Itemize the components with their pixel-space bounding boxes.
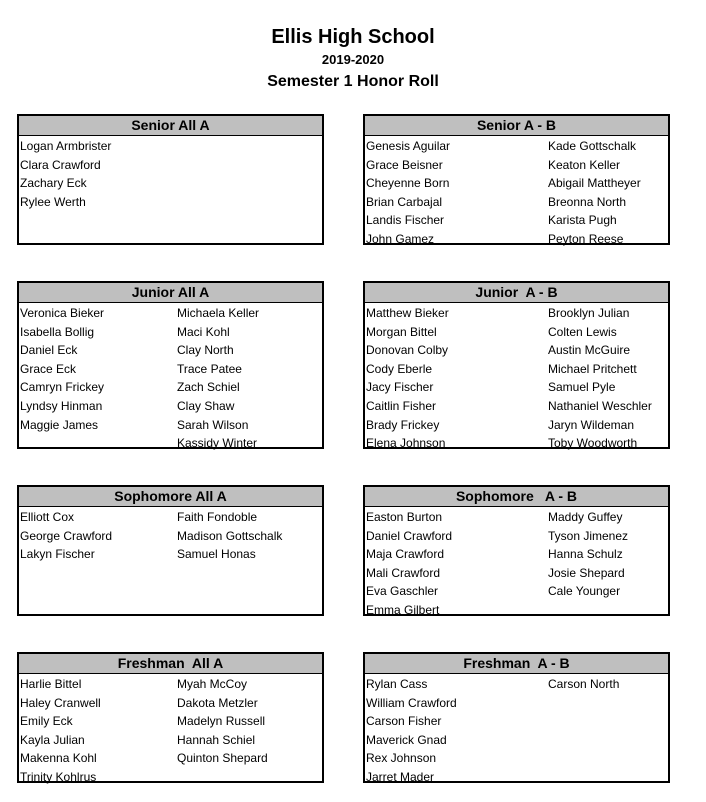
student-name: Tyson Jimenez <box>548 528 629 543</box>
student-name: Brooklyn Julian <box>548 306 630 320</box>
student-name: Madelyn Russell <box>177 714 266 729</box>
student-name: John Gamez <box>366 231 435 246</box>
student-name: Logan Armbrister <box>20 139 112 153</box>
student-name: Kade Gottschalk <box>548 139 637 153</box>
student-name: Jacy Fischer <box>366 380 434 395</box>
student-name: Carson Fisher <box>366 714 442 729</box>
student-name: Veronica Bieker <box>20 306 105 320</box>
student-name: Faith Fondoble <box>177 510 258 524</box>
section-header: Sophomore All A <box>19 487 322 507</box>
student-name: Trinity Kohlrus <box>20 769 97 784</box>
student-name: Abigail Mattheyer <box>548 176 641 191</box>
student-name: Hannah Schiel <box>177 732 256 747</box>
student-name: Quinton Shepard <box>177 751 268 766</box>
student-name: Peyton Reese <box>548 231 624 246</box>
section-senior-all-a <box>17 114 324 245</box>
student-name: Grace Eck <box>20 361 77 376</box>
student-name: Haley Cranwell <box>20 695 101 710</box>
student-name: Trace Patee <box>177 361 242 376</box>
student-name: Zachary Eck <box>20 176 87 191</box>
student-name: Rylee Werth <box>20 194 86 209</box>
student-name: Grace Beisner <box>366 157 443 172</box>
section-header: Senior All A <box>19 116 322 136</box>
student-name: Brady Frickey <box>366 417 440 432</box>
student-name: Clara Crawford <box>20 157 101 172</box>
section-junior-all-a <box>17 281 324 449</box>
name-column <box>177 508 282 564</box>
name-column <box>366 508 452 620</box>
student-name: Dakota Metzler <box>177 695 258 710</box>
name-column <box>366 675 457 787</box>
student-name: Madison Gottschalk <box>177 528 283 543</box>
student-name: Maddy Guffey <box>548 510 623 524</box>
name-column <box>20 675 101 787</box>
student-name: Samuel Pyle <box>548 380 616 395</box>
student-name: Josie Shepard <box>548 565 625 580</box>
student-name: Clay North <box>177 343 234 358</box>
student-name: Genesis Aguilar <box>366 139 451 153</box>
student-name: Jaryn Wildeman <box>548 417 635 432</box>
school-year: 2019-2020 <box>321 52 385 67</box>
student-name: Emily Eck <box>20 714 73 729</box>
student-name: Toby Woodworth <box>548 436 638 451</box>
section-header: Junior A - B <box>365 283 668 303</box>
name-column <box>548 508 628 601</box>
student-name: Jarret Mader <box>366 769 435 784</box>
honor-roll-title: Semester 1 Honor Roll <box>267 73 439 90</box>
student-name: Cody Eberle <box>366 361 433 376</box>
student-name: Matthew Bieker <box>366 306 449 320</box>
name-column <box>548 137 641 249</box>
student-name: Donovan Colby <box>366 343 449 358</box>
section-freshman-a-b <box>363 652 670 783</box>
name-column <box>366 304 449 453</box>
student-name: Camryn Frickey <box>20 380 105 395</box>
student-name: Elliott Cox <box>20 510 75 524</box>
student-name: Daniel Crawford <box>366 528 453 543</box>
student-name: Harlie Bittel <box>20 677 82 691</box>
name-column <box>20 304 104 434</box>
student-name: Hanna Schulz <box>548 547 623 562</box>
student-name: Breonna North <box>548 194 627 209</box>
student-name: Daniel Eck <box>20 343 78 358</box>
student-name: William Crawford <box>366 695 457 710</box>
student-name: George Crawford <box>20 528 113 543</box>
student-name: Michael Pritchett <box>548 361 637 376</box>
student-name: Sarah Wilson <box>177 417 249 432</box>
student-name: Maja Crawford <box>366 547 445 562</box>
student-name: Samuel Honas <box>177 547 256 562</box>
section-freshman-all-a <box>17 652 324 783</box>
name-column <box>20 137 111 211</box>
name-column <box>366 137 450 249</box>
student-name: Austin McGuire <box>548 343 631 358</box>
student-name: Carson North <box>548 677 620 691</box>
school-name: Ellis High School <box>271 26 435 48</box>
name-column <box>177 675 268 768</box>
student-name: Easton Burton <box>366 510 443 524</box>
student-name: Clay Shaw <box>177 398 235 413</box>
student-name: Emma Gilbert <box>366 602 440 617</box>
section-header: Freshman All A <box>19 654 322 674</box>
section-sophomore-all-a <box>17 485 324 616</box>
student-name: Zach Schiel <box>177 380 240 395</box>
student-name: Maggie James <box>20 417 99 432</box>
name-column <box>20 508 112 564</box>
section-header: Senior A - B <box>365 116 668 136</box>
student-name: Kayla Julian <box>20 732 85 747</box>
name-column <box>548 675 619 694</box>
student-name: Rex Johnson <box>366 751 437 766</box>
student-name: Rylan Cass <box>366 677 428 691</box>
section-header: Sophomore A - B <box>365 487 668 507</box>
student-name: Morgan Bittel <box>366 324 437 339</box>
student-name: Landis Fischer <box>366 213 445 228</box>
student-name: Nathaniel Weschler <box>548 398 652 413</box>
student-name: Maci Kohl <box>177 324 230 339</box>
student-name: Isabella Bollig <box>20 324 95 339</box>
student-name: Cale Younger <box>548 584 621 599</box>
student-name: Makenna Kohl <box>20 751 97 766</box>
student-name: Kassidy Winter <box>177 436 258 451</box>
student-name: Lakyn Fischer <box>20 547 95 562</box>
student-name: Michaela Keller <box>177 306 260 320</box>
student-name: Keaton Keller <box>548 157 621 172</box>
student-name: Eva Gaschler <box>366 584 439 599</box>
name-column <box>177 304 259 453</box>
section-sophomore-a-b <box>363 485 670 616</box>
name-column <box>548 304 652 453</box>
student-name: Maverick Gnad <box>366 732 447 747</box>
section-header: Junior All A <box>19 283 322 303</box>
section-header: Freshman A - B <box>365 654 668 674</box>
student-name: Cheyenne Born <box>366 176 450 191</box>
student-name: Colten Lewis <box>548 324 617 339</box>
student-name: Lyndsy Hinman <box>20 398 103 413</box>
student-name: Myah McCoy <box>177 677 248 691</box>
section-junior-a-b <box>363 281 670 449</box>
student-name: Mali Crawford <box>366 565 441 580</box>
section-senior-a-b <box>363 114 670 245</box>
student-name: Elena Johnson <box>366 436 446 451</box>
student-name: Caitlin Fisher <box>366 398 437 413</box>
student-name: Brian Carbajal <box>366 194 443 209</box>
student-name: Karista Pugh <box>548 213 617 228</box>
